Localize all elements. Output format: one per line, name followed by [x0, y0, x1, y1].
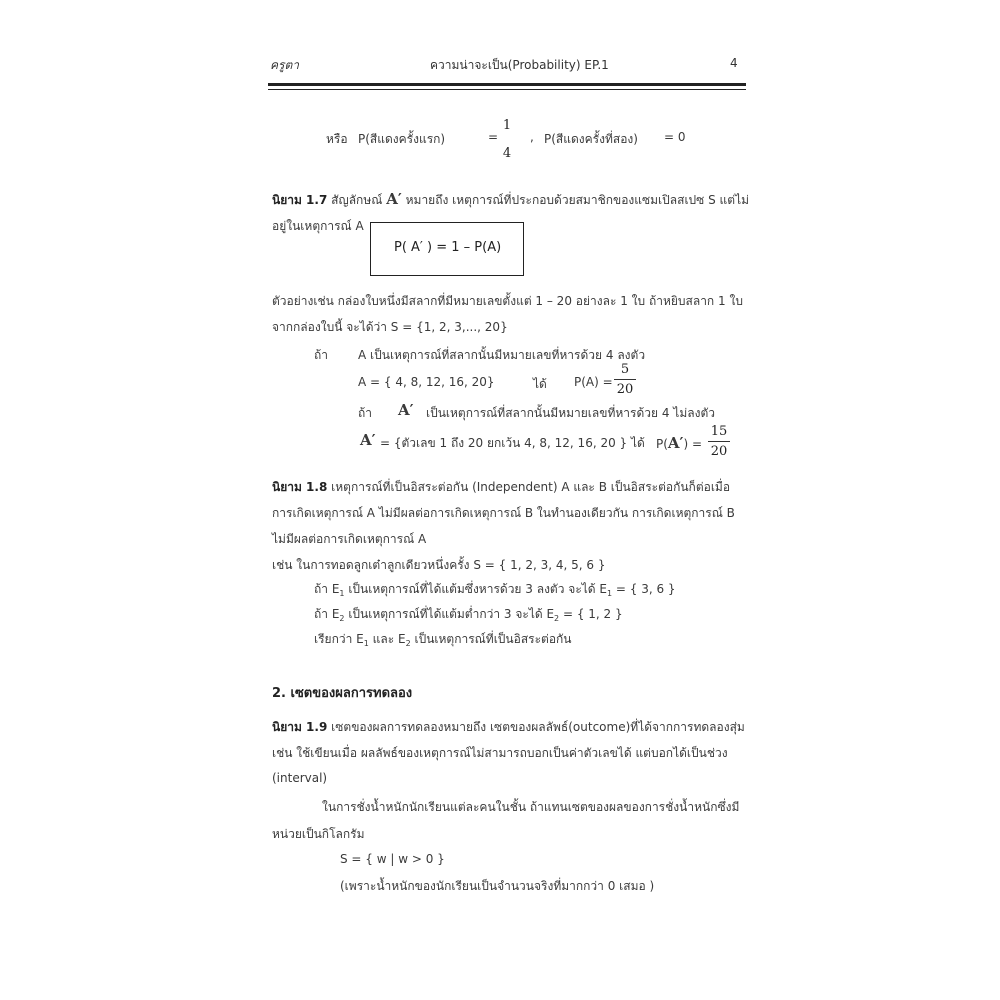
- definition-1-7-line1: [272, 190, 749, 210]
- condition-a: A เป็นเหตุการณ์ที่สลากนั้นมีหมายเลขที่หารด้วย 4 ลงตัว: [358, 348, 646, 362]
- fraction-p-a: [614, 362, 636, 397]
- definition-1-8-line1: [272, 478, 730, 497]
- section-2-heading: 2. เซตของผลการทดลอง: [272, 686, 413, 701]
- set-a: A = { 4, 8, 12, 16, 20}: [358, 375, 495, 389]
- example-line2: จากกล่องใบนี้ จะได้ว่า S = {1, 2, 3,..., 20}: [272, 320, 508, 334]
- e1-subscript: 1: [339, 589, 345, 598]
- a-complement-symbol: A′: [667, 434, 684, 452]
- call-subscript: 2: [405, 639, 411, 648]
- condition-a-complement: เป็นเหตุการณ์ที่สลากนั้นมีหมายเลขที่หารด้วย 4 ไม่ลงตัว: [426, 406, 715, 420]
- call-and: และ E: [368, 632, 406, 646]
- definition-1-9-line3: (interval): [272, 771, 328, 785]
- equals-sign: =: [488, 130, 499, 144]
- got-label: ได้: [533, 377, 547, 391]
- fraction-bar: [708, 441, 730, 442]
- call-text: เป็นเหตุการณ์ที่เป็นอิสระต่อกัน: [410, 632, 572, 646]
- definition-1-7-line2: อยู่ในเหตุการณ์ A: [272, 219, 364, 233]
- fraction-denominator: 20: [710, 444, 728, 459]
- definition-1-9-title: นิยาม 1.9: [272, 720, 328, 734]
- header-author: ครูตา: [270, 58, 300, 72]
- p-second-value: = 0: [664, 130, 686, 144]
- weight-paragraph-line1: ในการชั่งน้ำหนักนักเรียนแต่ละคนในชั้น ถ้าแทนเซตของผลของการชั่งน้ำหนักซึ่งมี: [322, 800, 740, 814]
- e1-text: เป็นเหตุการณ์ที่ได้แต้มซึ่งหารด้วย 3 ลงตัว จะได้ E: [344, 582, 607, 596]
- e2-subscript: 2: [554, 614, 560, 623]
- p-close: ) =: [683, 437, 703, 451]
- complement-formula: P( A′ ) = 1 – P(A): [394, 240, 502, 255]
- fraction-numerator: 1: [502, 118, 512, 133]
- definition-1-9-text: เซตของผลการทดลองหมายถึง เซตของผลลัพธ์(outcome)ที่ได้จากการทดลองสุ่ม: [331, 720, 745, 734]
- e2-text: เป็นเหตุการณ์ที่ได้แต้มต่ำกว่า 3 จะได้ E: [344, 607, 555, 621]
- fraction-numerator: 5: [620, 362, 630, 377]
- header-rule-thin: [268, 89, 746, 90]
- event-e2-line: [314, 605, 623, 624]
- header-page-number: 4: [730, 56, 738, 70]
- event-e1-line: [314, 580, 676, 599]
- a-complement-symbol: A′: [398, 401, 414, 419]
- fraction-bar: [500, 135, 514, 136]
- header-title: ความน่าจะเป็น(Probability) EP.1: [430, 58, 609, 72]
- a-complement-symbol: A′: [386, 190, 402, 208]
- fraction-p-a-complement: [708, 424, 730, 459]
- definition-1-7-title: นิยาม 1.7: [272, 193, 328, 207]
- if-label-2: ถ้า: [358, 406, 373, 420]
- p-open: P(: [656, 437, 668, 451]
- definition-1-7-text-a: สัญลักษณ์: [331, 193, 383, 207]
- definition-1-9-line1: [272, 718, 745, 737]
- comma: ,: [530, 130, 534, 144]
- e1-set: = { 3, 6 }: [612, 582, 676, 596]
- fraction-denominator: 20: [616, 382, 634, 397]
- fraction-one-quarter: [500, 118, 514, 161]
- call-prefix: เรียกว่า E: [314, 632, 364, 646]
- dice-example: เช่น ในการทอดลูกเต๋าลูกเดียวหนึ่งครั้ง S = { 1, 2, 3, 4, 5, 6 }: [272, 558, 606, 572]
- fraction-numerator: 15: [710, 424, 728, 439]
- e2-set: = { 1, 2 }: [559, 607, 623, 621]
- if-label-1: ถ้า: [314, 348, 329, 362]
- weight-note: (เพราะน้ำหนักของนักเรียนเป็นจำนวนจริงที่มากกว่า 0 เสมอ ): [340, 879, 655, 893]
- set-a-complement: = {ตัวเลข 1 ถึง 20 ยกเว้น 4, 8, 12, 16, 20 } ได้: [380, 436, 645, 450]
- p-a-complement-label: [656, 434, 702, 452]
- definition-1-8-line2: การเกิดเหตุการณ์ A ไม่มีผลต่อการเกิดเหตุการณ์ B ในทำนองเดียวกัน การเกิดเหตุการณ์ B: [272, 506, 735, 520]
- p-second-red: P(สีแดงครั้งที่สอง): [544, 132, 638, 146]
- a-complement-symbol: A′: [360, 431, 376, 449]
- e2-subscript: 2: [339, 614, 345, 623]
- definition-1-9-line2: เช่น ใช้เขียนเมื่อ ผลลัพธ์ของเหตุการณ์ไม่สามารถบอกเป็นค่าตัวเลขได้ แต่บอกได้เป็นช่วง: [272, 746, 728, 760]
- weight-paragraph-line2: หน่วยเป็นกิโลกรัม: [272, 827, 365, 841]
- e1-subscript: 1: [606, 589, 613, 598]
- p-a-label: P(A) =: [574, 375, 613, 389]
- definition-1-8-line3: ไม่มีผลต่อการเกิดเหตุการณ์ A: [272, 532, 427, 546]
- p-first-red: P(สีแดงครั้งแรก): [358, 132, 446, 146]
- example-line1: ตัวอย่างเช่น กล่องใบหนึ่งมีสลากที่มีหมายเลขตั้งแต่ 1 – 20 อย่างละ 1 ใบ ถ้าหยิบสลาก 1 ใบ: [272, 294, 743, 308]
- e1-prefix: ถ้า E: [314, 582, 340, 596]
- set-s-weights: S = { w | w > 0 }: [340, 852, 445, 866]
- definition-1-8-text: เหตุการณ์ที่เป็นอิสระต่อกัน (Independent) A และ B เป็นอิสระต่อกันก็ต่อเมื่อ: [331, 480, 731, 494]
- independence-conclusion: [314, 630, 572, 649]
- e2-prefix: ถ้า E: [314, 607, 340, 621]
- definition-1-8-title: นิยาม 1.8: [272, 480, 328, 494]
- call-subscript: 1: [363, 639, 369, 648]
- fraction-bar: [614, 379, 636, 380]
- or-label: หรือ: [326, 132, 348, 146]
- header-rule-thick: [268, 83, 746, 86]
- fraction-denominator: 4: [502, 146, 512, 161]
- definition-1-7-text-b: หมายถึง เหตุการณ์ที่ประกอบด้วยสมาชิกของแซมเปิลสเปซ S แต่ไม่: [405, 193, 750, 207]
